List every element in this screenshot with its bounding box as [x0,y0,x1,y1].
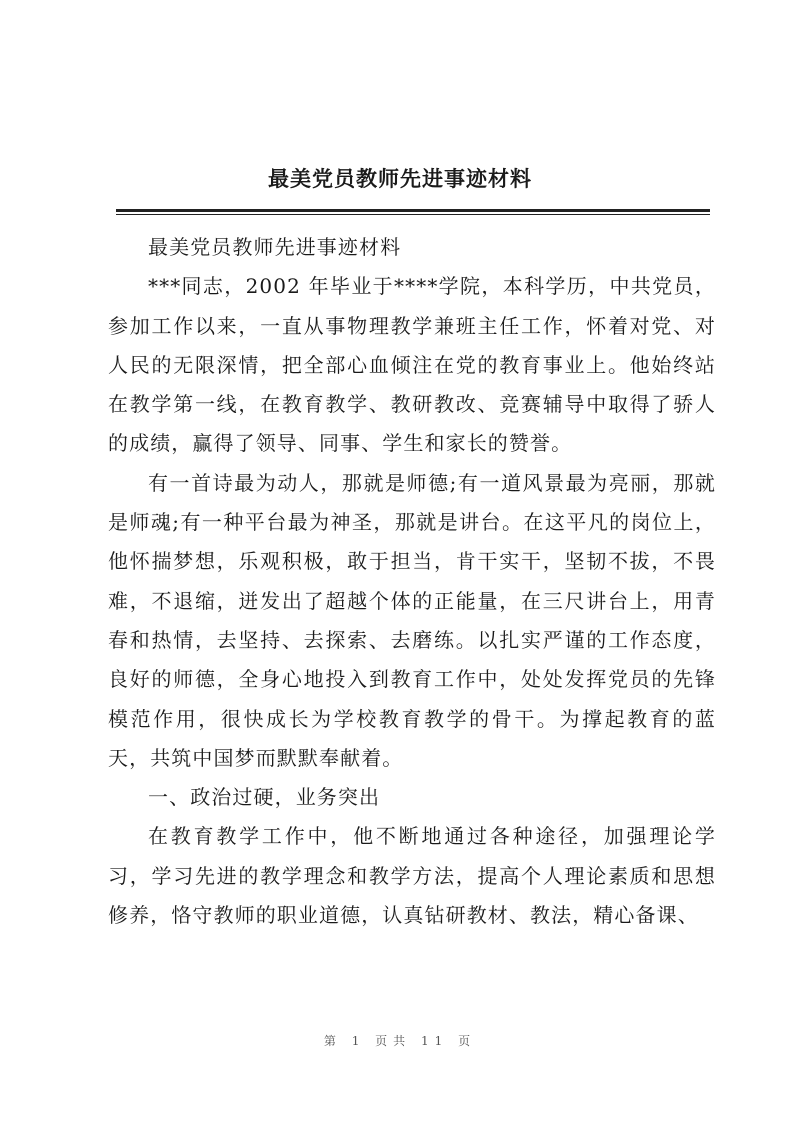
paragraph: 有一首诗最为动人，那就是师德;有一道风景最为亮丽，那就是师魂;有一种平台最为神圣，那就是讲台。在这平凡的岗位上，他怀揣梦想，乐观积极，敢于担当，肯干实干，坚韧不拔，不畏难，不退缩，迸发出了超越个体的正能量，在三尺讲台上，用青春和热情，去坚持、去探索、去磨练。以扎实严谨的工作态度，良好的师德，全身心地投入到教育工作中，处处发挥党员的先锋模范作用，很快成长为学校教育教学的骨干。为撑起教育的蓝天，共筑中国梦而默默奉献着。 [108,470,716,770]
title-divider [116,209,710,215]
page-number: 第 1 页共 11 页 [323,1034,477,1048]
document-title: 最美党员教师先进事迹材料 [268,166,532,191]
paragraph: ***同志，2002 年毕业于****学院，本科学历，中共党员，参加工作以来，一直从事物理教学兼班主任工作，怀着对党、对人民的无限深情，把全部心血倾注在党的教育事业上。他始终站在教学第一线，在教育教学、教研教改、竞赛辅导中取得了骄人的成绩，赢得了领导、同事、学生和家长的赞誉。 [108,274,716,456]
section-heading: 一、政治过硬，业务突出 [148,785,381,810]
paragraph: 在教育教学工作中，他不断地通过各种途径，加强理论学习，学习先进的教学理念和教学方法，提高个人理论素质和思想修养，恪守教师的职业道德，认真钻研教材、教法，精心备课、 [108,824,716,928]
paragraph-heading: 最美党员教师先进事迹材料 [148,235,402,259]
document-body [108,228,716,935]
